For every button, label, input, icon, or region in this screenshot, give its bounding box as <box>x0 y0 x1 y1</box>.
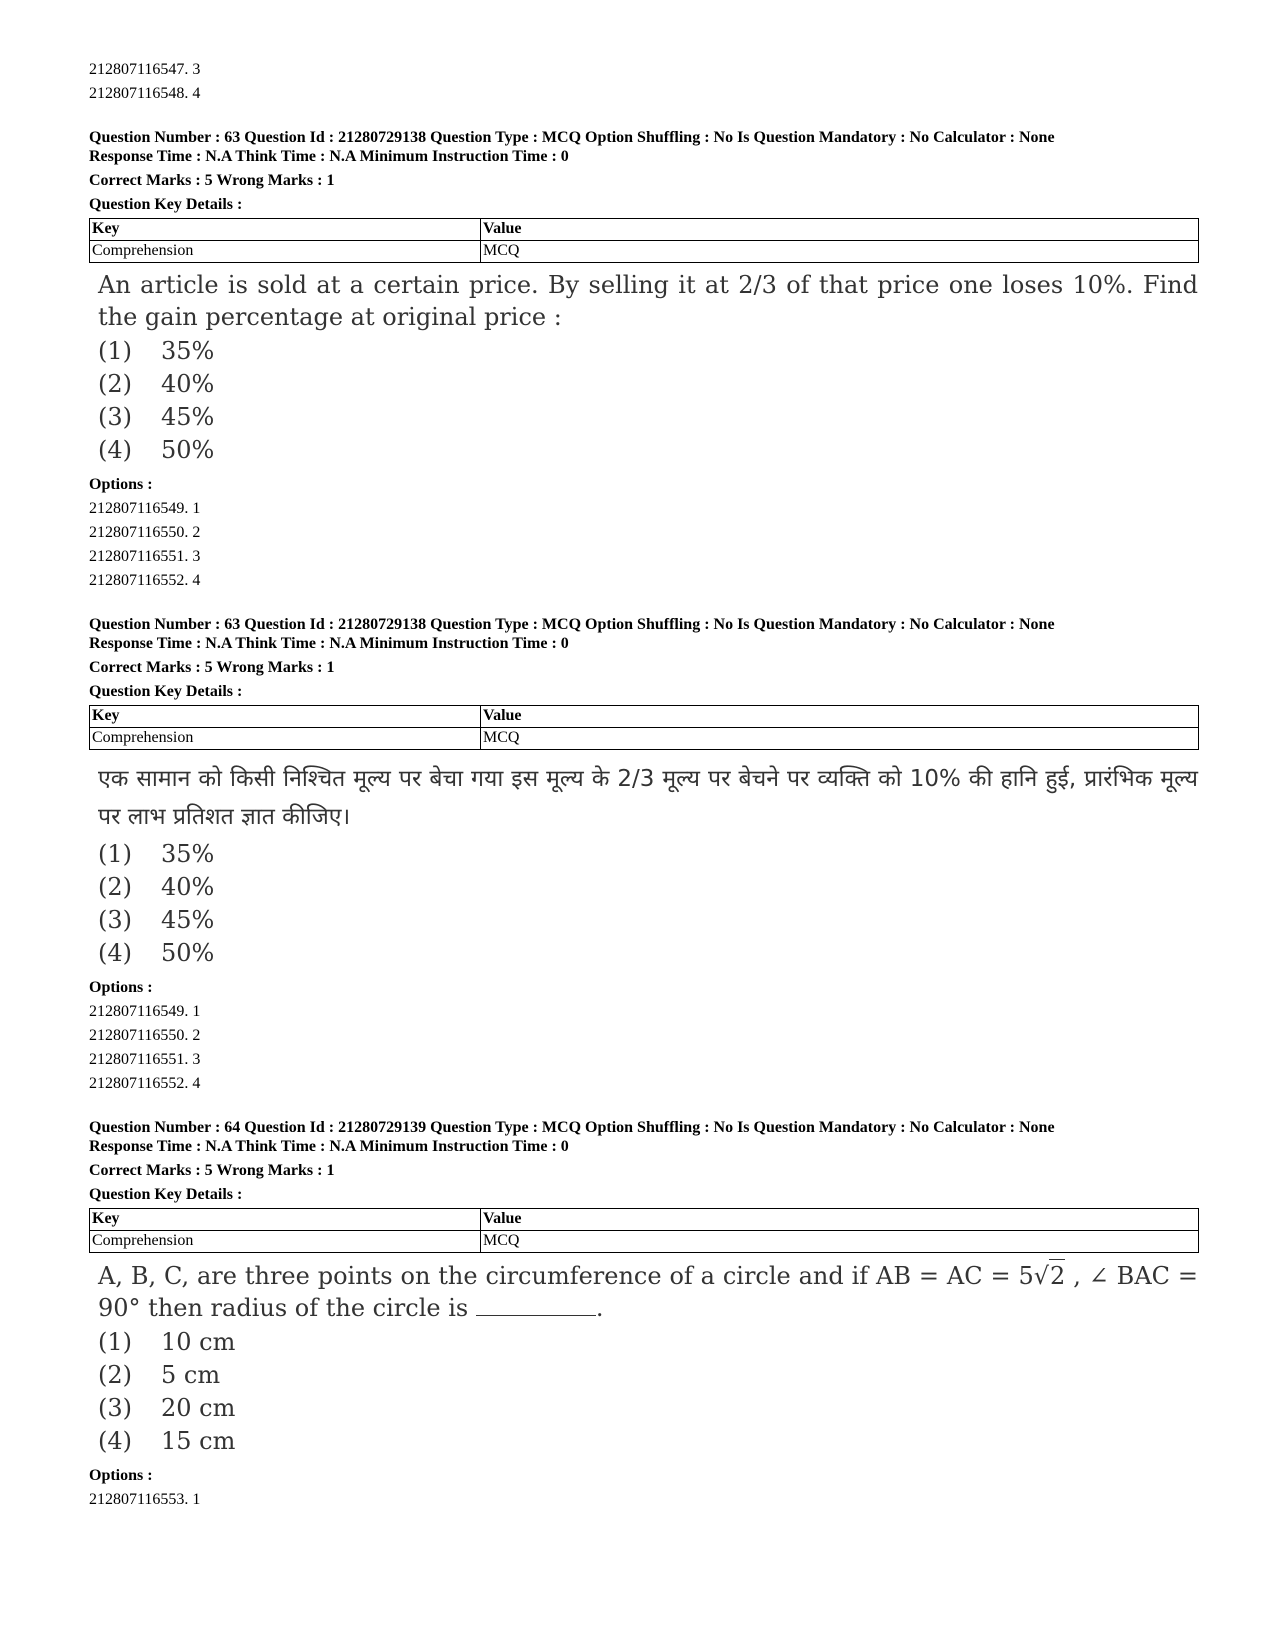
choice-number: (1) <box>98 337 132 365</box>
table-row <box>90 241 1199 263</box>
table-header-key: Key <box>90 1209 481 1231</box>
top-options-list <box>89 58 1199 106</box>
table-cell-key: Comprehension <box>90 728 481 750</box>
choice-value: 40% <box>161 370 215 398</box>
choice-number: (3) <box>98 403 132 431</box>
table-cell-value: MCQ <box>481 241 1199 263</box>
question-block-2 <box>89 615 1199 1096</box>
choice-value: 35% <box>161 840 215 868</box>
answer-choice <box>98 335 1199 368</box>
options-label: Options : <box>89 1467 153 1484</box>
option-id-line: 212807116550. 2 <box>89 1027 201 1044</box>
answer-choice <box>98 1326 1199 1359</box>
table-header-value: Value <box>481 1209 1199 1231</box>
option-id-line: 212807116550. 2 <box>89 524 201 541</box>
choice-number: (4) <box>98 1427 132 1455</box>
key-details-table <box>89 705 1199 750</box>
question-meta-line: Question Number : 63 Question Id : 21280729138 Question Type : MCQ Option Shuffling : No Is Question Mandatory : No Calculator : None <box>89 616 1055 633</box>
document-page <box>89 58 1199 1512</box>
question-text: An article is sold at a certain price. By selling it at 2/3 of that price one loses 10%. Find the gain percentage at original price : <box>98 271 1198 331</box>
answer-choice <box>98 937 1199 970</box>
question-text-hindi: एक सामान को किसी निश्चित मूल्य पर बेचा गया इस मूल्य के 2/3 मूल्य पर बेचने पर व्यक्ति को 10% की हानि हुई, प्रारंभिक मूल्य पर लाभ प्रतिशत ज्ञात कीजिए। <box>98 766 1198 830</box>
options-label: Options : <box>89 476 153 493</box>
choice-value: 45% <box>161 906 215 934</box>
choice-number: (3) <box>98 906 132 934</box>
choice-number: (2) <box>98 1361 132 1389</box>
choice-number: (4) <box>98 436 132 464</box>
table-header-key: Key <box>90 706 481 728</box>
table-header-row <box>90 706 1199 728</box>
sqrt-sign: √ <box>1033 1262 1050 1290</box>
key-details-label: Question Key Details : <box>89 196 243 213</box>
option-id-line: 212807116551. 3 <box>89 1051 201 1068</box>
choice-number: (2) <box>98 873 132 901</box>
choice-value: 15 cm <box>161 1427 236 1455</box>
question-text-part-a: A, B, C, are three points on the circumference of a circle and if AB = AC = 5 <box>98 1262 1034 1290</box>
choice-value: 5 cm <box>161 1361 221 1389</box>
answer-choice <box>98 838 1199 871</box>
choice-value: 45% <box>161 403 215 431</box>
question-meta-line: Question Number : 64 Question Id : 21280729139 Question Type : MCQ Option Shuffling : No Is Question Mandatory : No Calculator : None <box>89 1119 1055 1136</box>
choice-value: 50% <box>161 436 215 464</box>
sqrt-value: 2 <box>1049 1259 1065 1292</box>
options-label: Options : <box>89 979 153 996</box>
answer-blank <box>476 1314 596 1316</box>
choice-number: (3) <box>98 1394 132 1422</box>
answer-choice <box>98 904 1199 937</box>
answer-choice <box>98 434 1199 467</box>
table-header-row <box>90 219 1199 241</box>
question-timing-line: Response Time : N.A Think Time : N.A Minimum Instruction Time : 0 <box>89 148 569 165</box>
choice-number: (1) <box>98 1328 132 1356</box>
option-id-line: 212807116549. 1 <box>89 500 201 517</box>
question-marks-line: Correct Marks : 5 Wrong Marks : 1 <box>89 172 335 189</box>
option-id-line: 212807116549. 1 <box>89 1003 201 1020</box>
choice-value: 40% <box>161 873 215 901</box>
question-timing-line: Response Time : N.A Think Time : N.A Minimum Instruction Time : 0 <box>89 1138 569 1155</box>
table-row <box>90 1231 1199 1253</box>
choice-number: (4) <box>98 939 132 967</box>
answer-choice <box>98 1392 1199 1425</box>
key-details-table <box>89 218 1199 263</box>
question-text <box>98 1259 1198 1324</box>
table-row <box>90 728 1199 750</box>
answer-choice <box>98 401 1199 434</box>
option-id-line: 212807116547. 3 <box>89 61 201 78</box>
answer-choice <box>98 368 1199 401</box>
table-cell-key: Comprehension <box>90 1231 481 1253</box>
table-cell-value: MCQ <box>481 1231 1199 1253</box>
table-header-key: Key <box>90 219 481 241</box>
question-timing-line: Response Time : N.A Think Time : N.A Minimum Instruction Time : 0 <box>89 635 569 652</box>
answer-choice <box>98 1359 1199 1392</box>
answer-choices <box>98 335 1199 467</box>
answer-choice <box>98 871 1199 904</box>
choice-value: 35% <box>161 337 215 365</box>
question-text-part-b: , ∠ BAC = 90° then radius of the circle is <box>98 1262 1198 1322</box>
option-id-line: 212807116552. 4 <box>89 1075 201 1092</box>
key-details-label: Question Key Details : <box>89 683 243 700</box>
question-meta-line: Question Number : 63 Question Id : 21280729138 Question Type : MCQ Option Shuffling : No Is Question Mandatory : No Calculator : None <box>89 129 1055 146</box>
table-header-row <box>90 1209 1199 1231</box>
question-text-end: . <box>595 1294 604 1322</box>
option-id-line: 212807116548. 4 <box>89 85 201 102</box>
question-block-1 <box>89 128 1199 593</box>
choice-value: 10 cm <box>161 1328 236 1356</box>
table-header-value: Value <box>481 219 1199 241</box>
question-block-3 <box>89 1118 1199 1512</box>
key-details-label: Question Key Details : <box>89 1186 243 1203</box>
choice-number: (2) <box>98 370 132 398</box>
choice-value: 20 cm <box>161 1394 236 1422</box>
option-id-line: 212807116553. 1 <box>89 1491 201 1508</box>
answer-choices <box>98 838 1199 970</box>
table-cell-value: MCQ <box>481 728 1199 750</box>
table-header-value: Value <box>481 706 1199 728</box>
choice-value: 50% <box>161 939 215 967</box>
key-details-table <box>89 1208 1199 1253</box>
answer-choices <box>98 1326 1199 1458</box>
option-id-line: 212807116551. 3 <box>89 548 201 565</box>
choice-number: (1) <box>98 840 132 868</box>
question-marks-line: Correct Marks : 5 Wrong Marks : 1 <box>89 659 335 676</box>
option-id-line: 212807116552. 4 <box>89 572 201 589</box>
question-marks-line: Correct Marks : 5 Wrong Marks : 1 <box>89 1162 335 1179</box>
table-cell-key: Comprehension <box>90 241 481 263</box>
answer-choice <box>98 1425 1199 1458</box>
